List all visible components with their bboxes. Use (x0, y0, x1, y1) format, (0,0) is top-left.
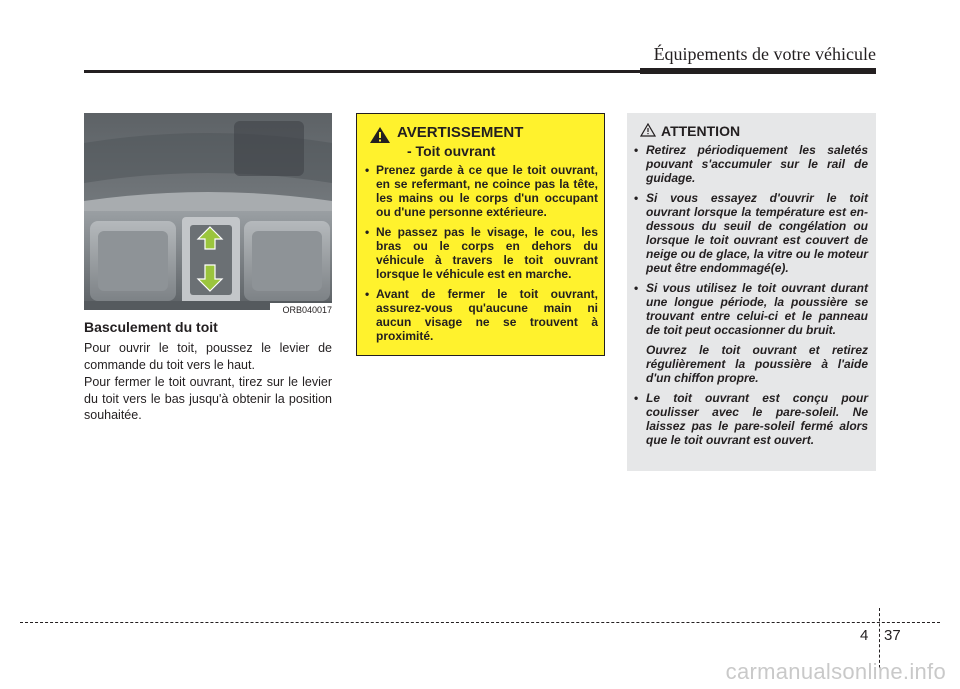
warning-triangle-icon (369, 126, 391, 149)
caution-triangle-icon (640, 123, 656, 142)
figure-caption: ORB040017 (270, 303, 332, 318)
section-title: Basculement du toit (84, 319, 218, 335)
warning-title: AVERTISSEMENT (397, 124, 524, 141)
attention-box (627, 113, 876, 471)
list-item: • Le toit ouvrant est conçu pour coulisser avec le pare-soleil. Ne laissez pas le pare-soleil fermé alors que le toit ouvrant est ouvert. (634, 391, 868, 447)
header-rule-accent (640, 68, 876, 74)
list-item: • Retirez périodiquement les saletés pouvant s'accumuler sur le rail de guidage. (634, 143, 868, 185)
page-header-title: Équipements de votre véhicule (653, 44, 876, 64)
page-number: 37 (884, 627, 901, 644)
paragraph: Pour ouvrir le toit, poussez le levier de commande du toit vers le haut. (84, 341, 332, 372)
warning-list (365, 163, 598, 349)
footer-rule (20, 622, 940, 623)
list-item: Ouvrez le toit ouvrant et retirez régulièrement la poussière à l'aide d'un chiffon propre. (646, 343, 868, 385)
list-item: • Si vous essayez d'ouvrir le toit ouvrant lorsque la température est en-dessous du seuil de congélation ou lorsque le toit ouvrant est couvert de neige ou de glace, la vitre ou le moteur peut être endommagé(e). (634, 191, 868, 275)
list-item: • Avant de fermer le toit ouvrant, assurez-vous qu'aucune main ni aucun visage ne se trouvent à proximité. (365, 287, 598, 343)
list-item: • Prenez garde à ce que le toit ouvrant, en se refermant, ne coince pas la tête, les mains ou le corps d'un occupant ou d'une personne extérieure. (365, 163, 598, 219)
paragraph: Pour fermer le toit ouvrant, tirez sur le levier du toit vers le bas jusqu'à obtenir la position souhaitée. (84, 375, 332, 422)
attention-title: ATTENTION (661, 123, 741, 139)
warning-box (356, 113, 605, 356)
list-item: • Ne passez pas le visage, le cou, les bras ou le corps en dehors du véhicule à travers le toit ouvrant lorsque le véhicule est en marche. (365, 225, 598, 281)
watermark: carmanualsonline.info (725, 659, 946, 684)
sunroof-control-photo (84, 113, 332, 310)
sunroof-control-illustration (84, 113, 332, 310)
warning-subtitle: - Toit ouvrant (407, 143, 496, 159)
attention-list (634, 143, 868, 453)
list-item: • Si vous utilisez le toit ouvrant durant une longue période, la poussière se trouvant entre celui-ci et le panneau de toit peut occasionner du bruit. (634, 281, 868, 337)
chapter-number: 4 (860, 627, 869, 644)
